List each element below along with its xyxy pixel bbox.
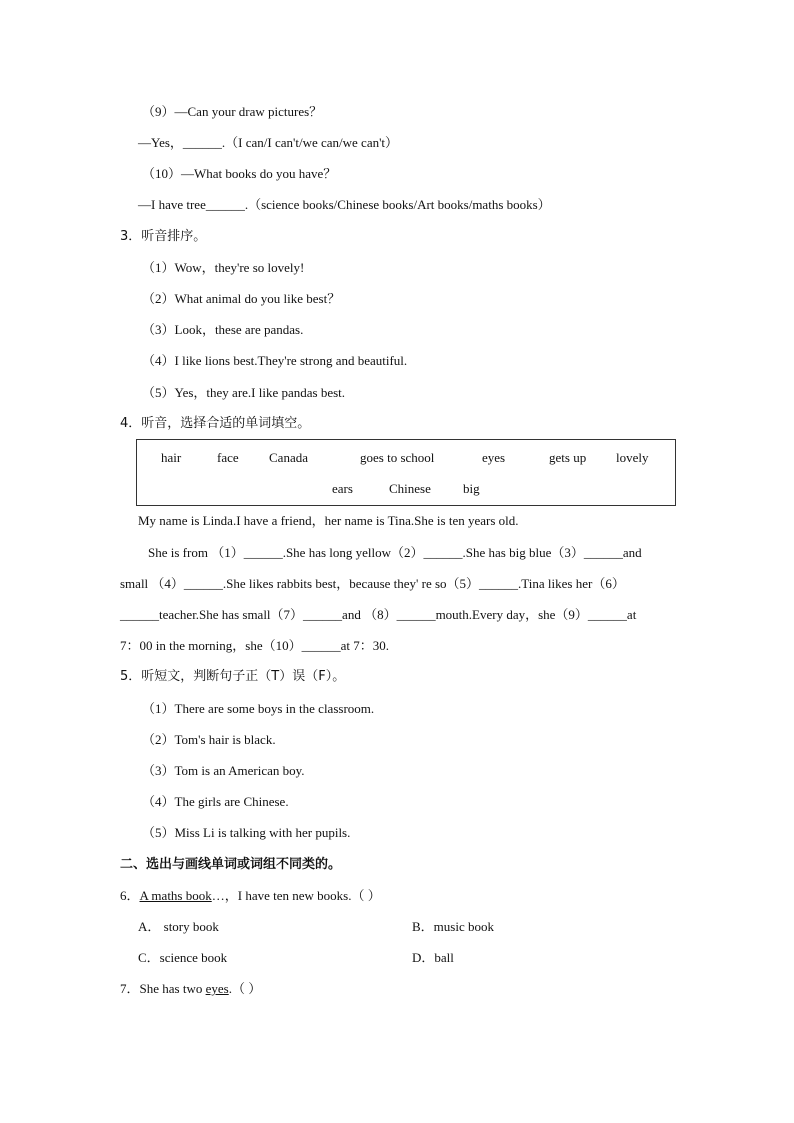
q6-option-a: A． story book xyxy=(138,919,219,934)
word-bank-word: goes to school xyxy=(360,450,435,465)
word-bank-word: face xyxy=(217,450,239,465)
q6-line xyxy=(120,888,381,904)
word-bank-word: hair xyxy=(161,450,182,465)
section5-item-3: （3）Tom is an American boy. xyxy=(142,763,305,778)
q7-underlined: eyes xyxy=(205,981,229,996)
q6-option-b: B．music book xyxy=(412,919,494,934)
q7-line xyxy=(120,981,261,997)
q6-underlined: A maths book xyxy=(139,888,212,903)
section3-item-5: （5）Yes，they are.I like pandas best. xyxy=(142,385,346,400)
section3-title: 3．听音排序。 xyxy=(120,229,207,244)
q7-number: 7．She has two xyxy=(120,981,206,996)
q6-number: 6． xyxy=(120,888,140,903)
q9-answer: —Yes，______.（I can/I can't/we can/we can't） xyxy=(138,135,399,150)
part2-title: 二、选出与画线单词或词组不同类的。 xyxy=(120,857,342,872)
section4-title: 4．听音，选择合适的单词填空。 xyxy=(120,416,311,431)
word-bank-word: eyes xyxy=(482,450,506,465)
section5-item-4: （4）The girls are Chinese. xyxy=(142,794,289,809)
word-bank-box xyxy=(136,439,676,506)
q6-rest: …，I have ten new books.（ ） xyxy=(211,888,381,903)
q6-option-d: D．ball xyxy=(412,950,454,965)
passage-line-4: ______teacher.She has small（7）______and （8）______mouth.Every day，she（9）______at xyxy=(120,607,637,622)
passage-line-1: My name is Linda.I have a friend，her name is Tina.She is ten years old. xyxy=(138,513,519,528)
section5-item-2: （2）Tom's hair is black. xyxy=(142,732,276,747)
section3-item-4: （4）I like lions best.They're strong and beautiful. xyxy=(142,353,408,368)
word-bank-word: ears xyxy=(332,481,353,496)
section5-item-5: （5）Miss Li is talking with her pupils. xyxy=(142,825,351,840)
section3-item-3: （3）Look，these are pandas. xyxy=(142,322,304,337)
word-bank-word: Chinese xyxy=(389,481,431,496)
section5-title: 5．听短文，判断句子正（T）误（F）。 xyxy=(120,669,346,684)
word-bank-word: lovely xyxy=(616,450,649,465)
q10-answer: —I have tree______.（science books/Chinese books/Art books/maths books） xyxy=(138,197,551,212)
passage-line-3: small （4）______.She likes rabbits best，because they' re so（5）______.Tina likes her（6） xyxy=(120,576,625,591)
word-bank-word: big xyxy=(463,481,480,496)
section3-item-1: （1）Wow，they're so lovely! xyxy=(142,260,305,275)
passage-line-2: She is from （1）______.She has long yellow（2）______.She has big blue（3）______and xyxy=(148,545,642,560)
q7-rest: .（ ） xyxy=(228,981,262,996)
q10-question: （10）—What books do you have？ xyxy=(142,166,337,181)
word-bank-word: Canada xyxy=(269,450,308,465)
q9-question: （9）—Can your draw pictures？ xyxy=(142,104,323,119)
word-bank-word: gets up xyxy=(549,450,587,465)
passage-line-5: 7：00 in the morning，she（10）______at 7：30. xyxy=(120,638,390,653)
section3-item-2: （2）What animal do you like best？ xyxy=(142,291,341,306)
q6-option-c: C．science book xyxy=(138,950,228,965)
section5-item-1: （1）There are some boys in the classroom. xyxy=(142,701,375,716)
